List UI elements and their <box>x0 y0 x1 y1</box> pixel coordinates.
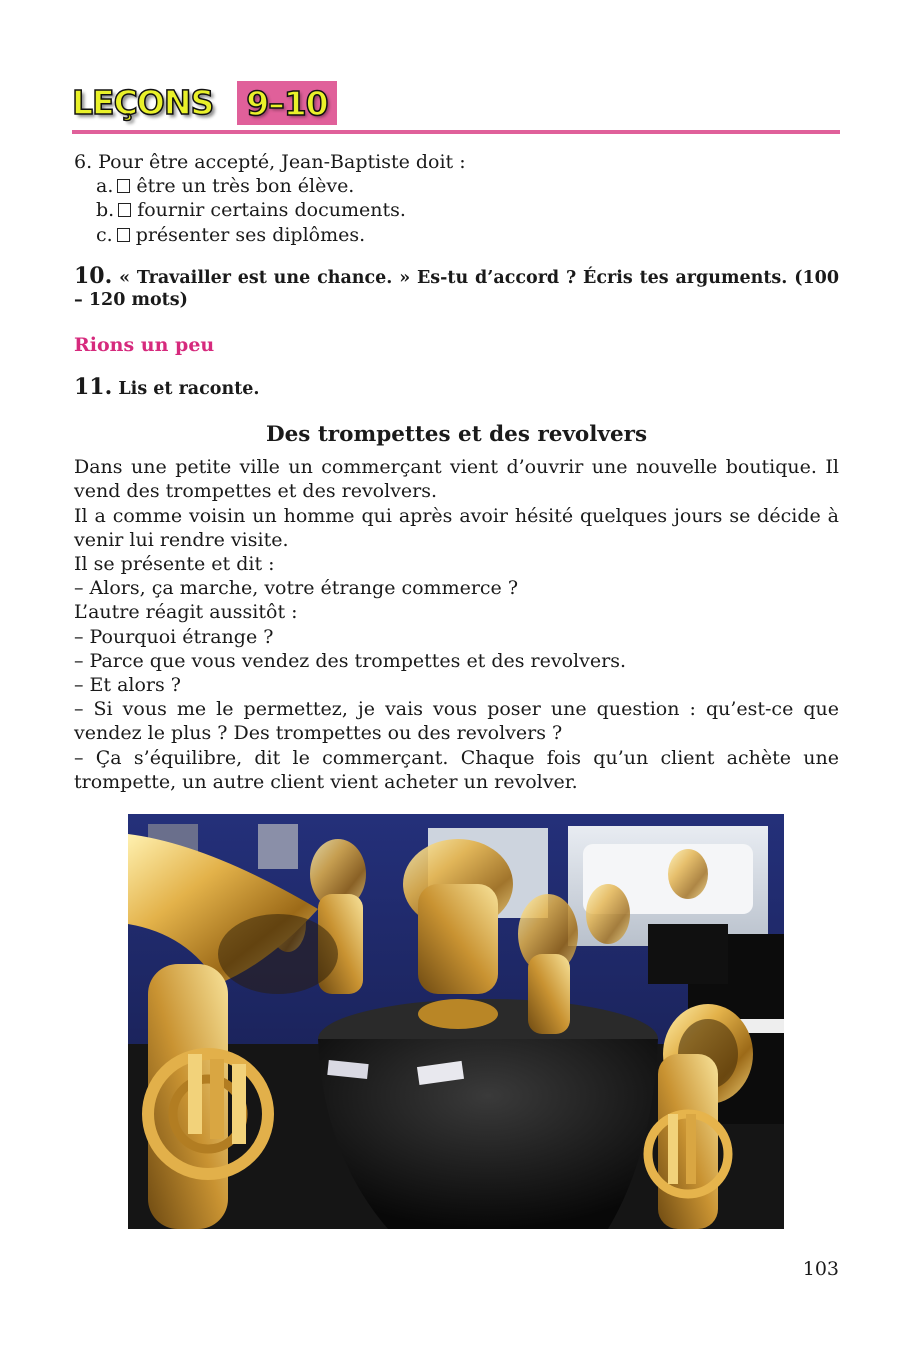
question-6-option-a[interactable] <box>74 174 839 198</box>
question-6-option-b[interactable] <box>74 198 839 222</box>
header-divider <box>72 130 840 134</box>
option-letter: b. <box>96 199 115 222</box>
exercise-11-number: 11. <box>74 374 113 401</box>
option-letter: a. <box>96 175 114 198</box>
story-paragraph: – Ça s’équilibre, dit le commerçant. Chaque fois qu’un client achète une trompette, un autre client vient acheter un revolver. <box>74 746 839 793</box>
story-paragraph: Dans une petite ville un commerçant vient d’ouvrir une nouvelle boutique. Il vend des trompettes et des revolvers. <box>74 456 839 503</box>
question-6 <box>74 150 839 247</box>
page-content <box>74 150 839 794</box>
option-letter: c. <box>96 223 113 246</box>
story-paragraph: – Si vous me le permettez, je vais vous poser une question : qu’est-ce que vendez le plus ? Des trompettes ou des revolvers ? <box>74 698 839 745</box>
lesson-range-badge: 9–10 <box>237 81 336 125</box>
story-paragraph: – Et alors ? <box>74 674 181 697</box>
page-number: 103 <box>802 1258 839 1280</box>
exercise-11-text: Lis et raconte. <box>118 379 260 400</box>
story-paragraph: Il a comme voisin un homme qui après avoir hésité quelques jours se décide à venir lui rendre visite. <box>74 504 839 551</box>
exercise-10-number: 10. <box>74 262 113 289</box>
exercise-10-text: « Travailler est une chance. » Es-tu d’accord ? Écris tes arguments. (100 – 120 mots) <box>74 267 840 310</box>
story-title: Des trompettes et des revolvers <box>265 422 648 448</box>
story-text <box>74 455 839 794</box>
story-paragraph: L’autre réagit aussitôt : <box>74 601 298 624</box>
lesson-header <box>72 80 337 126</box>
checkbox-icon[interactable] <box>118 203 131 217</box>
exercise-10 <box>74 262 840 311</box>
option-text: être un très bon élève. <box>136 175 355 198</box>
option-text: présenter ses diplômes. <box>135 223 366 246</box>
brass-instruments-photo <box>128 814 784 1229</box>
story-paragraph: – Alors, ça marche, votre étrange commerce ? <box>74 577 519 600</box>
question-6-option-c[interactable] <box>74 223 839 247</box>
story-paragraph: Il se présente et dit : <box>74 553 275 576</box>
question-6-stem: 6. Pour être accepté, Jean-Baptiste doit : <box>74 151 466 173</box>
story-paragraph: – Parce que vous vendez des trompettes et des revolvers. <box>74 649 626 672</box>
story-paragraph: – Pourquoi étrange ? <box>74 625 274 648</box>
option-text: fournir certains documents. <box>137 199 406 222</box>
checkbox-icon[interactable] <box>117 228 130 242</box>
exercise-11 <box>74 375 839 401</box>
section-heading-rions: Rions un peu <box>74 333 215 356</box>
checkbox-icon[interactable] <box>117 179 130 193</box>
lessons-label: LEÇONS <box>72 83 214 122</box>
